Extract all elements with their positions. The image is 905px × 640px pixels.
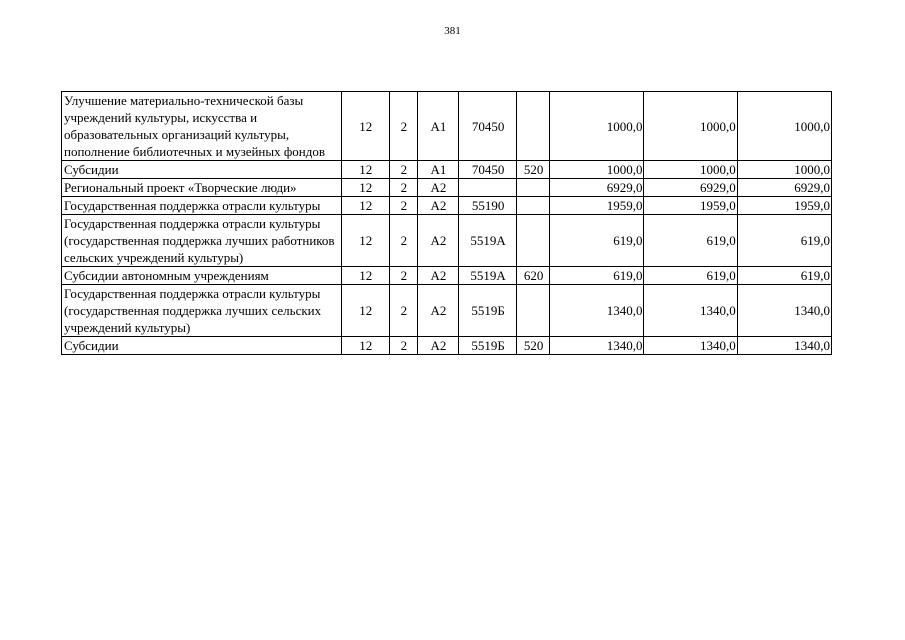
expense-type-cell [517, 92, 550, 161]
table-row [62, 337, 832, 355]
subsection-cell: 2 [389, 161, 417, 179]
target-article-cell: 5519Б [459, 285, 517, 337]
target-article-cell: 5519А [459, 215, 517, 267]
target-article-cell [459, 179, 517, 197]
subsection-cell: 2 [389, 215, 417, 267]
amount-cell-1: 619,0 [550, 215, 644, 267]
row-name-cell: Субсидии автономным учреждениям [62, 267, 342, 285]
row-name-cell: Государственная поддержка отрасли культуры [62, 197, 342, 215]
amount-cell-2: 1959,0 [644, 197, 737, 215]
amount-cell-2: 1000,0 [644, 92, 737, 161]
amount-cell-3: 1000,0 [737, 161, 831, 179]
amount-cell-1: 1000,0 [550, 92, 644, 161]
program-code-cell: А2 [417, 179, 458, 197]
program-code-cell: А2 [417, 215, 458, 267]
table-row [62, 267, 832, 285]
amount-cell-1: 1340,0 [550, 337, 644, 355]
program-code-cell: А2 [417, 285, 458, 337]
row-name-cell: Субсидии [62, 161, 342, 179]
program-code-cell: А2 [417, 197, 458, 215]
subsection-cell: 2 [389, 197, 417, 215]
page-number: 381 [444, 25, 461, 37]
table-row [62, 92, 832, 161]
program-code-cell: А2 [417, 267, 458, 285]
table-row [62, 197, 832, 215]
amount-cell-2: 6929,0 [644, 179, 737, 197]
table-row [62, 285, 832, 337]
expense-type-cell: 520 [517, 337, 550, 355]
budget-table [61, 91, 832, 355]
amount-cell-3: 1340,0 [737, 285, 831, 337]
program-code-cell: А1 [417, 161, 458, 179]
expense-type-cell: 520 [517, 161, 550, 179]
target-article-cell: 70450 [459, 161, 517, 179]
section-cell: 12 [341, 285, 389, 337]
amount-cell-3: 619,0 [737, 267, 831, 285]
program-code-cell: А2 [417, 337, 458, 355]
amount-cell-3: 1959,0 [737, 197, 831, 215]
amount-cell-1: 1340,0 [550, 285, 644, 337]
amount-cell-3: 6929,0 [737, 179, 831, 197]
subsection-cell: 2 [389, 92, 417, 161]
section-cell: 12 [341, 337, 389, 355]
section-cell: 12 [341, 267, 389, 285]
amount-cell-2: 1340,0 [644, 285, 737, 337]
section-cell: 12 [341, 179, 389, 197]
amount-cell-2: 619,0 [644, 215, 737, 267]
amount-cell-1: 619,0 [550, 267, 644, 285]
expense-type-cell [517, 197, 550, 215]
table-row [62, 161, 832, 179]
amount-cell-3: 619,0 [737, 215, 831, 267]
amount-cell-2: 1340,0 [644, 337, 737, 355]
expense-type-cell [517, 285, 550, 337]
section-cell: 12 [341, 161, 389, 179]
amount-cell-2: 1000,0 [644, 161, 737, 179]
amount-cell-1: 1000,0 [550, 161, 644, 179]
amount-cell-2: 619,0 [644, 267, 737, 285]
expense-type-cell [517, 179, 550, 197]
target-article-cell: 5519А [459, 267, 517, 285]
subsection-cell: 2 [389, 179, 417, 197]
table-row [62, 215, 832, 267]
target-article-cell: 55190 [459, 197, 517, 215]
amount-cell-3: 1340,0 [737, 337, 831, 355]
target-article-cell: 70450 [459, 92, 517, 161]
section-cell: 12 [341, 92, 389, 161]
row-name-cell: Субсидии [62, 337, 342, 355]
amount-cell-3: 1000,0 [737, 92, 831, 161]
row-name-cell: Государственная поддержка отрасли культуры (государственная поддержка лучших сельских учреждений культуры) [62, 285, 342, 337]
expense-type-cell: 620 [517, 267, 550, 285]
amount-cell-1: 6929,0 [550, 179, 644, 197]
program-code-cell: А1 [417, 92, 458, 161]
table-row [62, 179, 832, 197]
row-name-cell: Улучшение материально-технической базы учреждений культуры, искусства и образовательных организаций культуры, пополнение библиотечных и музейных фондов [62, 92, 342, 161]
section-cell: 12 [341, 215, 389, 267]
section-cell: 12 [341, 197, 389, 215]
row-name-cell: Региональный проект «Творческие люди» [62, 179, 342, 197]
subsection-cell: 2 [389, 267, 417, 285]
subsection-cell: 2 [389, 285, 417, 337]
amount-cell-1: 1959,0 [550, 197, 644, 215]
expense-type-cell [517, 215, 550, 267]
subsection-cell: 2 [389, 337, 417, 355]
target-article-cell: 5519Б [459, 337, 517, 355]
row-name-cell: Государственная поддержка отрасли культуры (государственная поддержка лучших работников сельских учреждений культуры) [62, 215, 342, 267]
